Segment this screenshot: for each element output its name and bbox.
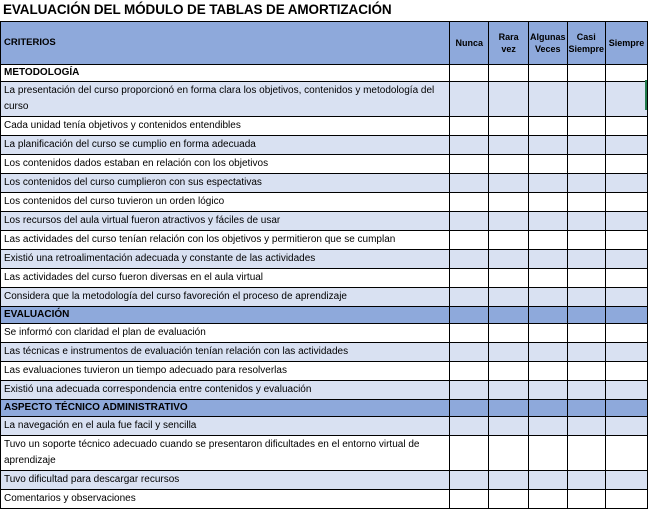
table-row: [1, 324, 648, 343]
rating-cell[interactable]: [567, 250, 606, 269]
rating-cell[interactable]: [606, 381, 648, 400]
header-option-siempre: Siempre: [606, 22, 648, 65]
rating-cell[interactable]: [529, 231, 568, 250]
table-row: [1, 269, 648, 288]
rating-cell[interactable]: [567, 231, 606, 250]
rating-cell[interactable]: [450, 136, 489, 155]
table-row: [1, 343, 648, 362]
rating-cell[interactable]: [529, 362, 568, 381]
rating-cell[interactable]: [606, 231, 648, 250]
criterion-text: Se informó con claridad el plan de evaluación: [1, 324, 450, 343]
rating-cell[interactable]: [489, 117, 529, 136]
criterion-text: Considera que la metodología del curso favoreción el proceso de aprendizaje: [1, 288, 450, 307]
rating-cell[interactable]: [606, 136, 648, 155]
table-row: [1, 490, 648, 509]
table-row: [1, 362, 648, 381]
rating-cell[interactable]: [529, 288, 568, 307]
section-title: METODOLOGÍA: [1, 65, 450, 82]
rating-cell[interactable]: [606, 343, 648, 362]
rating-cell[interactable]: [529, 436, 568, 471]
rating-cell[interactable]: [450, 436, 489, 471]
header-criteria: CRITERIOS: [1, 22, 450, 65]
rating-cell[interactable]: [606, 193, 648, 212]
rating-cell[interactable]: [606, 212, 648, 231]
table-row: [1, 250, 648, 269]
rating-cell[interactable]: [489, 136, 529, 155]
rating-cell[interactable]: [606, 324, 648, 343]
rating-cell[interactable]: [567, 117, 606, 136]
rating-cell[interactable]: [450, 324, 489, 343]
table-row: [1, 136, 648, 155]
section-row: [1, 400, 648, 417]
rating-cell[interactable]: [450, 288, 489, 307]
rating-cell[interactable]: [489, 343, 529, 362]
rating-cell[interactable]: [529, 155, 568, 174]
rating-cell[interactable]: [450, 212, 489, 231]
header-option-casi-siempre: Casi Siempre: [567, 22, 606, 65]
rating-cell[interactable]: [489, 324, 529, 343]
table-row: [1, 117, 648, 136]
table-row: [1, 436, 648, 471]
rating-cell[interactable]: [567, 269, 606, 288]
rating-cell[interactable]: [450, 117, 489, 136]
rating-cell[interactable]: [450, 174, 489, 193]
rating-cell[interactable]: [489, 231, 529, 250]
rating-cell[interactable]: [489, 155, 529, 174]
rating-cell[interactable]: [450, 155, 489, 174]
rating-cell[interactable]: [450, 82, 489, 117]
section-row: [1, 65, 648, 82]
evaluation-table: [0, 21, 648, 509]
section-title: ASPECTO TÉCNICO ADMINISTRATIVO: [1, 400, 450, 417]
criterion-text: Comentarios y observaciones: [1, 490, 450, 509]
criterion-text: Los contenidos del curso tuvieron un orden lógico: [1, 193, 450, 212]
criterion-text: Las evaluaciones tuvieron un tiempo adecuado para resolverlas: [1, 362, 450, 381]
criterion-text: Existió una retroalimentación adecuada y constante de las actividades: [1, 250, 450, 269]
rating-cell[interactable]: [529, 174, 568, 193]
section-row: [1, 307, 648, 324]
rating-cell[interactable]: [450, 490, 489, 509]
rating-cell[interactable]: [489, 362, 529, 381]
cell-selection-marker: [645, 80, 647, 110]
rating-cell[interactable]: [567, 82, 606, 117]
table-row: [1, 212, 648, 231]
criterion-text: La navegación en el aula fue facil y sencilla: [1, 417, 450, 436]
rating-cell[interactable]: [567, 381, 606, 400]
rating-cell[interactable]: [450, 381, 489, 400]
rating-cell[interactable]: [489, 269, 529, 288]
rating-cell[interactable]: [606, 436, 648, 471]
table-row: [1, 82, 648, 117]
rating-cell[interactable]: [529, 417, 568, 436]
table-row: [1, 174, 648, 193]
criterion-text: Existió una adecuada correspondencia entre contenidos y evaluación: [1, 381, 450, 400]
rating-cell[interactable]: [489, 250, 529, 269]
rating-cell[interactable]: [450, 471, 489, 490]
criterion-text: Las técnicas e instrumentos de evaluación tenían relación con las actividades: [1, 343, 450, 362]
rating-cell[interactable]: [606, 471, 648, 490]
rating-cell[interactable]: [567, 417, 606, 436]
rating-cell[interactable]: [450, 193, 489, 212]
rating-cell[interactable]: [606, 417, 648, 436]
rating-cell[interactable]: [567, 490, 606, 509]
rating-cell[interactable]: [489, 417, 529, 436]
rating-cell[interactable]: [567, 174, 606, 193]
rating-cell[interactable]: [567, 436, 606, 471]
rating-cell[interactable]: [529, 212, 568, 231]
criterion-text: Las actividades del curso fueron diversas en el aula virtual: [1, 269, 450, 288]
criterion-text: La presentación del curso proporcionó en forma clara los objetivos, contenidos y metodología del curso: [1, 82, 450, 117]
criterion-text: Los contenidos dados estaban en relación con los objetivos: [1, 155, 450, 174]
rating-cell[interactable]: [489, 212, 529, 231]
rating-cell[interactable]: [567, 362, 606, 381]
rating-cell[interactable]: [529, 82, 568, 117]
rating-cell[interactable]: [567, 324, 606, 343]
criterion-text: Tuvo un soporte técnico adecuado cuando se presentaron dificultades en el entorno virtual de aprendizaje: [1, 436, 450, 471]
header-row: [1, 22, 648, 65]
rating-cell[interactable]: [529, 471, 568, 490]
table-row: [1, 231, 648, 250]
rating-cell[interactable]: [529, 324, 568, 343]
rating-cell[interactable]: [450, 417, 489, 436]
rating-cell[interactable]: [489, 436, 529, 471]
table-row: [1, 417, 648, 436]
rating-cell[interactable]: [450, 231, 489, 250]
rating-cell[interactable]: [606, 288, 648, 307]
header-option-rara-vez: Rara vez: [489, 22, 529, 65]
header-option-algunas-veces: Algunas Veces: [529, 22, 568, 65]
rating-cell[interactable]: [606, 250, 648, 269]
rating-cell[interactable]: [606, 269, 648, 288]
rating-cell[interactable]: [567, 471, 606, 490]
rating-cell[interactable]: [450, 250, 489, 269]
header-option-nunca: Nunca: [450, 22, 489, 65]
table-row: [1, 193, 648, 212]
rating-cell[interactable]: [529, 269, 568, 288]
rating-cell[interactable]: [529, 193, 568, 212]
table-row: [1, 471, 648, 490]
table-row: [1, 155, 648, 174]
rating-cell[interactable]: [489, 193, 529, 212]
section-title: EVALUACIÓN: [1, 307, 450, 324]
criterion-text: Tuvo dificultad para descargar recursos: [1, 471, 450, 490]
rating-cell[interactable]: [606, 174, 648, 193]
rating-cell[interactable]: [606, 362, 648, 381]
rating-cell[interactable]: [529, 117, 568, 136]
rating-cell[interactable]: [567, 288, 606, 307]
rating-cell[interactable]: [606, 490, 648, 509]
table-row: [1, 381, 648, 400]
rating-cell[interactable]: [489, 471, 529, 490]
rating-cell[interactable]: [529, 136, 568, 155]
rating-cell[interactable]: [606, 155, 648, 174]
rating-cell[interactable]: [606, 117, 648, 136]
rating-cell[interactable]: [450, 269, 489, 288]
rating-cell[interactable]: [529, 381, 568, 400]
rating-cell[interactable]: [567, 193, 606, 212]
criterion-text: Los contenidos del curso cumplieron con sus espectativas: [1, 174, 450, 193]
rating-cell[interactable]: [529, 490, 568, 509]
criterion-text: La planificación del curso se cumplio en forma adecuada: [1, 136, 450, 155]
rating-cell[interactable]: [567, 212, 606, 231]
rating-cell[interactable]: [567, 136, 606, 155]
criterion-text: Los recursos del aula virtual fueron atractivos y fáciles de usar: [1, 212, 450, 231]
rating-cell[interactable]: [450, 343, 489, 362]
criterion-text: Las actividades del curso tenían relación con los objetivos y permitieron que se cumplan: [1, 231, 450, 250]
rating-cell[interactable]: [606, 82, 648, 117]
rating-cell[interactable]: [529, 343, 568, 362]
rating-cell[interactable]: [450, 362, 489, 381]
rating-cell[interactable]: [489, 381, 529, 400]
rating-cell[interactable]: [567, 155, 606, 174]
page-title: EVALUACIÓN DEL MÓDULO DE TABLAS DE AMORTIZACIÓN: [3, 2, 392, 17]
rating-cell[interactable]: [489, 82, 529, 117]
criterion-text: Cada unidad tenía objetivos y contenidos entendibles: [1, 117, 450, 136]
rating-cell[interactable]: [489, 288, 529, 307]
rating-cell[interactable]: [489, 174, 529, 193]
table-row: [1, 288, 648, 307]
rating-cell[interactable]: [567, 343, 606, 362]
rating-cell[interactable]: [489, 490, 529, 509]
rating-cell[interactable]: [529, 250, 568, 269]
